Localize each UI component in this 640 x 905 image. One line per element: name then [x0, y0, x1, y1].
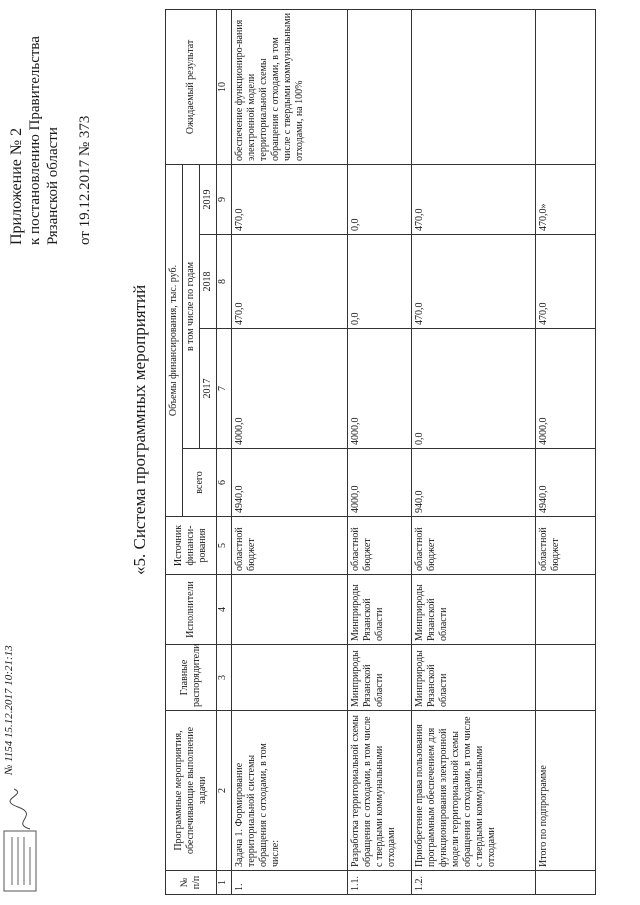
col-number: 1 [217, 871, 232, 895]
header-row-1 [166, 9, 183, 894]
row-total: 940,0 [412, 449, 536, 517]
row-result: обеспечение функциониро-вания электронной модели территориальной схемы обращения с отходами, в том числе с твердыми коммунальными отходами, на 100% [232, 9, 348, 164]
header-total: всего [183, 449, 217, 517]
row-num: 1.1. [348, 871, 412, 895]
row-source: областной бюджет [348, 517, 412, 575]
row-2019: 0,0 [348, 164, 412, 234]
table-row [348, 9, 412, 894]
row-2018: 0,0 [348, 235, 412, 329]
row-total: 4940,0 [536, 449, 596, 517]
row-2017: 4000,0 [232, 329, 348, 449]
col-number: 8 [217, 235, 232, 329]
row-2019: 470,0 [412, 164, 536, 234]
row-activity: Разработка территориальной схемы обращения с отходами, в том числе с твердыми коммунальными отходами [348, 711, 412, 871]
row-result [348, 9, 412, 164]
row-executor: Минприроды Рязанской области [348, 575, 412, 645]
row-num [536, 871, 596, 895]
section-title: «5. Система программных мероприятий [130, 284, 149, 575]
row-2017: 4000,0 [348, 329, 412, 449]
appendix-line-3: Рязанской области [45, 127, 61, 245]
row-2017: 0,0 [412, 329, 536, 449]
col-number: 10 [217, 9, 232, 164]
row-2017: 4000,0 [536, 329, 596, 449]
row-num: 1. [232, 871, 348, 895]
table-row [412, 9, 536, 894]
row-2018: 470,0 [232, 235, 348, 329]
appendix-date: от 19.12.2017 № 373 [77, 115, 93, 245]
col-number: 2 [217, 711, 232, 871]
row-manager: Минприроды Рязанской области [348, 645, 412, 711]
row-activity: Приобретение права пользования программным обеспечением для функционирования электронной модели территориальной схемы обращения с отходами, в том числе с твердыми коммунальными отходами [412, 711, 536, 871]
header-by-year: в том числе по годам [183, 164, 200, 448]
row-result [412, 9, 536, 164]
header-num: № п/п [166, 871, 217, 895]
row-source: областной бюджет [232, 517, 348, 575]
row-2018: 470,0 [536, 235, 596, 329]
row-manager [232, 645, 348, 711]
row-2019: 470,0» [536, 164, 596, 234]
header-source: Источник финанси-рования [166, 517, 217, 575]
row-total: 4940,0 [232, 449, 348, 517]
col-number: 7 [217, 329, 232, 449]
table-row [232, 9, 348, 894]
row-executor: Минприроды Рязанской области [412, 575, 536, 645]
row-num: 1.2. [412, 871, 536, 895]
header-activity: Программные мероприятия, обеспечивающие выполнение задачи [166, 711, 217, 871]
row-source: областной бюджет [412, 517, 536, 575]
header-result: Ожидаемый результат [166, 9, 217, 164]
registry-note: № 1154 15.12.2017 10:21:13 [3, 645, 15, 775]
appendix-number: Приложение № 2 [8, 127, 25, 245]
col-number: 4 [217, 575, 232, 645]
header-2018: 2018 [200, 235, 217, 329]
row-2019: 470,0 [232, 164, 348, 234]
row-2018: 470,0 [412, 235, 536, 329]
col-number: 5 [217, 517, 232, 575]
appendix-header [8, 5, 94, 245]
row-executor [536, 575, 596, 645]
program-measures-table [165, 9, 596, 895]
appendix-line-2: к постановлению Правительства [27, 36, 43, 245]
header-manager: Главные распорядители [166, 645, 217, 711]
row-activity: Итого по подпрограмме [536, 711, 596, 871]
row-executor [232, 575, 348, 645]
row-activity: Задача 1. Формирование территориальной системы обращения с отходами, в том числе: [232, 711, 348, 871]
signature-stamp-icon [0, 785, 44, 895]
row-source: областной бюджет [536, 517, 596, 575]
header-2017: 2017 [200, 329, 217, 449]
header-2019: 2019 [200, 164, 217, 234]
column-numbers-row [217, 9, 232, 894]
row-manager [536, 645, 596, 711]
col-number: 9 [217, 164, 232, 234]
header-funding: Объемы финансирования, тыс. руб. [166, 164, 183, 516]
header-executor: Исполнители [166, 575, 217, 645]
col-number: 6 [217, 449, 232, 517]
row-total: 4000,0 [348, 449, 412, 517]
col-number: 3 [217, 645, 232, 711]
row-manager: Минприроды Рязанской области [412, 645, 536, 711]
table-row [536, 9, 596, 894]
row-result [536, 9, 596, 164]
